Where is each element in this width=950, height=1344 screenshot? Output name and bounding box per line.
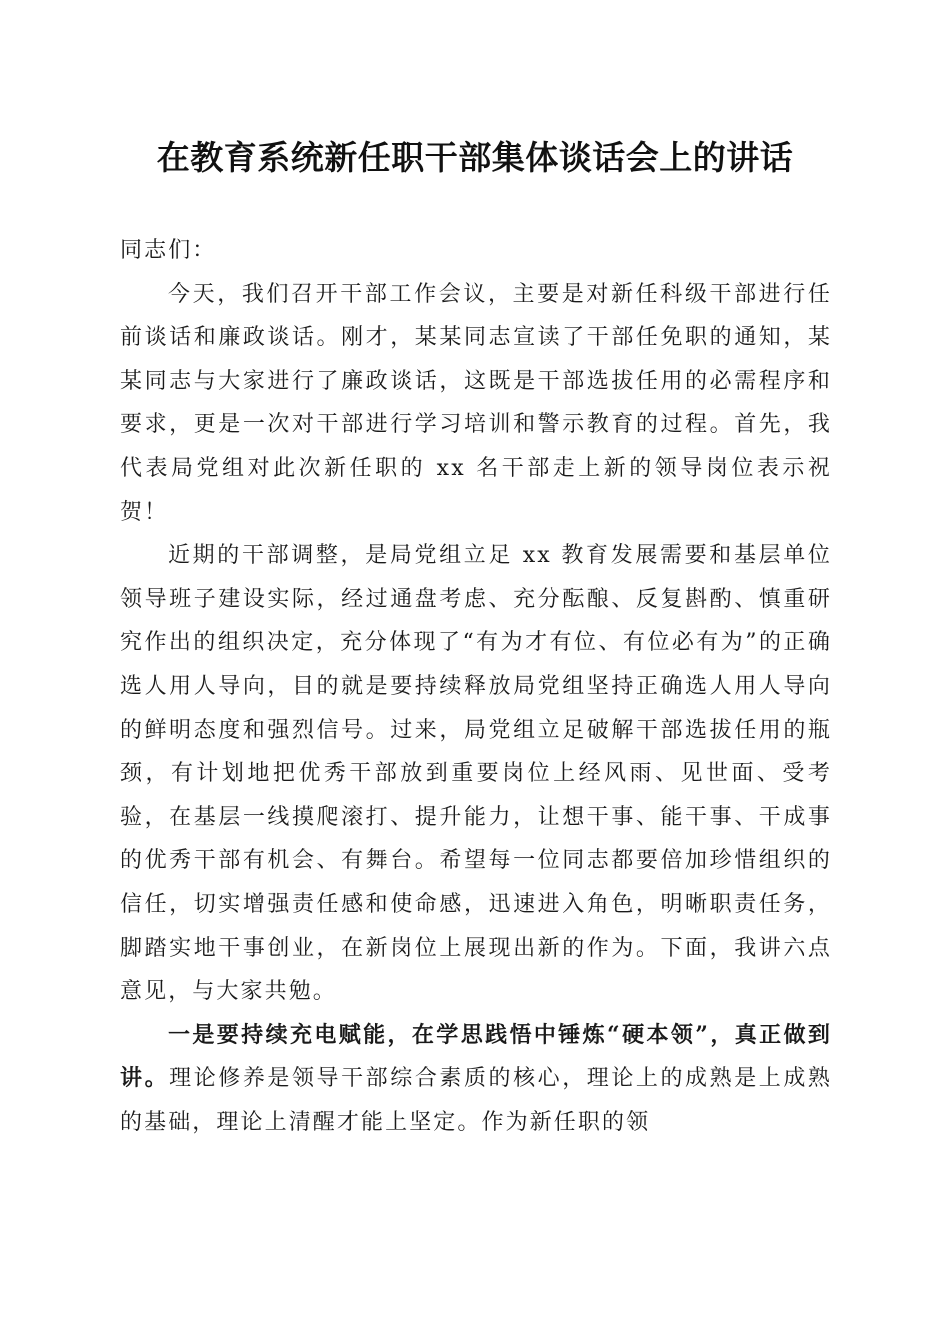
paragraph-point-one — [120, 1014, 832, 1145]
paragraph-lead: 一是要持续充电赋能，在学思践悟中锤炼“硬本领”，真正做到讲。 — [120, 1021, 832, 1092]
paragraph-opening — [120, 273, 832, 535]
salutation: 同志们： — [120, 238, 217, 263]
paragraph-adjustment — [120, 534, 832, 1014]
paragraph-text: 今天，我们召开干部工作会议，主要是对新任科级干部进行任前谈话和廉政谈话。刚才，某某同志宣读了干部任免职的通知，某某同志与大家进行了廉政谈话，这既是干部选拔任用的必需程序和要求，更是一次对干部进行学习培训和警示教育的过程。首先，我代表局党组对此次新任职的 xx 名干部走上新的领导岗位表示祝贺！ — [120, 281, 832, 525]
paragraph-text: 近期的干部调整，是局党组立足 xx 教育发展需要和基层单位领导班子建设实际，经过通盘考虑、充分酝酿、反复斟酌、慎重研究作出的组织决定，充分体现了“有为才有位、有位必有为”的正确选人用人导向，目的就是要持续释放局党组坚持正确选人用人导向的鲜明态度和强烈信号。过来，局党组立足破解干部选拔任用的瓶颈，有计划地把优秀干部放到重要岗位上经风雨、见世面、受考验，在基层一线摸爬滚打、提升能力，让想干事、能干事、干成事的优秀干部有机会、有舞台。希望每一位同志都要倍加珍惜组织的信任，切实增强责任感和使命感，迅速进入角色，明晰职责任务，脚踏实地干事创业，在新岗位上展现出新的作为。下面，我讲六点意见，与大家共勉。 — [120, 543, 832, 1005]
paragraph-text: 理论修养是领导干部综合素质的核心，理论上的成熟是上成熟的基础，理论上清醒才能上坚定。作为新任职的领 — [120, 1066, 833, 1135]
document-title: 在教育系统新任职干部集体谈话会上的讲话 — [156, 138, 794, 177]
document-body — [120, 229, 832, 1144]
